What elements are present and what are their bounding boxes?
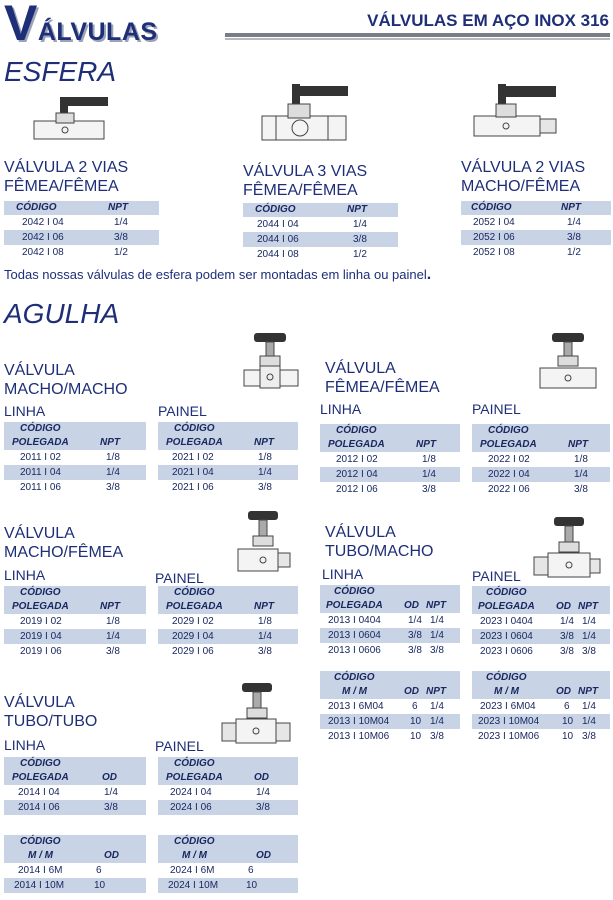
table-row: 2021 I 04 1/4 [158,465,298,480]
product-title-mf: VÁLVULA MACHO/FÊMEA [4,525,124,561]
table-row: 2012 I 02 1/8 [320,452,460,467]
table-tt-painel-mm: CÓDIGO M / M OD 2024 I 6M 6 2024 I 10M 10 [158,835,298,893]
table-tm-linha: CÓDIGO POLEGADA OD NPT 2013 I 0404 1/4 1/4 2013 I 0604 3/8 1/4 2013 I 0606 3/8 3/8 [320,585,460,658]
table-row: 2044 I 04 1/4 [243,217,398,232]
table-tt-linha: CÓDIGO POLEGADA OD 2014 I 04 1/4 2014 I 06 3/8 [4,757,146,815]
table-row: 2013 I 10M04 10 1/4 [320,714,460,729]
label-linha: LINHA [320,401,362,417]
table-row: 2023 I 0604 3/8 1/4 [472,629,610,644]
table-row: 2014 I 04 1/4 [4,785,146,800]
table-row: 2011 I 02 1/8 [4,450,146,465]
table-row: 2042 I 06 3/8 [4,230,159,245]
table-row: 2052 I 06 3/8 [461,230,611,245]
label-painel: PAINEL [155,570,204,586]
table-tt-painel: CÓDIGO POLEGADA OD 2024 I 04 1/4 2024 I 06 3/8 [158,757,298,815]
table-row: 2042 I 08 1/2 [4,245,159,260]
table-mf-linha: CÓDIGO POLEGADA NPT 2019 I 02 1/8 2019 I 04 1/4 2019 I 06 3/8 [4,586,146,659]
table-row: 2042 I 04 1/4 [4,215,159,230]
table-row: 2019 I 02 1/8 [4,614,146,629]
table-row: 2023 I 10M04 10 1/4 [472,714,610,729]
table-row: 2011 I 04 1/4 [4,465,146,480]
table-row: 2011 I 06 3/8 [4,480,146,495]
table-row: 2013 I 0604 3/8 1/4 [320,628,460,643]
table-row: 2044 I 08 1/2 [243,247,398,262]
product-title-tt: VÁLVULA TUBO/TUBO [4,694,98,730]
table-mm-painel: CÓDIGO POLEGADA NPT 2021 I 02 1/8 2021 I 04 1/4 2021 I 06 3/8 [158,422,298,495]
table-ff-linha: CÓDIGO POLEGADA NPT 2012 I 02 1/8 2012 I 04 1/4 2012 I 06 3/8 [320,424,460,497]
table-esfera-1: CÓDIGO NPT 2042 I 04 1/4 2042 I 06 3/8 2042 I 08 1/2 [4,201,159,260]
brand-initial: V [4,0,38,51]
table-row: 2029 I 02 1/8 [158,614,298,629]
table-row: 2013 I 0606 3/8 3/8 [320,643,460,658]
table-row: 2019 I 04 1/4 [4,629,146,644]
table-row: 2014 I 10M 10 [4,878,146,893]
table-esfera-3: CÓDIGO NPT 2052 I 04 1/4 2052 I 06 3/8 2052 I 08 1/2 [461,201,611,260]
table-row: 2052 I 04 1/4 [461,215,611,230]
ball-valve-mf-icon [470,84,562,144]
label-linha: LINHA [322,566,364,582]
brand-rest: ÁLVULAS [37,18,158,46]
table-row: 2024 I 6M 6 [158,863,298,878]
label-linha: LINHA [4,737,46,753]
header-rule [225,33,610,37]
table-tm-painel: CÓDIGO POLEGADA OD NPT 2023 I 0404 1/4 1/4 2023 I 0604 3/8 1/4 2023 I 0606 3/8 3/8 [472,586,610,659]
table-row: 2023 I 0606 3/8 3/8 [472,644,610,659]
label-linha: LINHA [4,567,46,583]
table-row: 2012 I 04 1/4 [320,467,460,482]
table-row: 2013 I 0404 1/4 1/4 [320,613,460,628]
table-row: 2024 I 10M 10 [158,878,298,893]
table-row: 2024 I 04 1/4 [158,785,298,800]
table-row: 2044 I 06 3/8 [243,232,398,247]
table-row: 2012 I 06 3/8 [320,482,460,497]
product-title-esfera-3: VÁLVULA 2 VIAS MACHO/FÊMEA [461,159,586,195]
label-painel: PAINEL [158,403,207,419]
header-rule-light [225,38,610,40]
table-row: 2014 I 6M 6 [4,863,146,878]
label-linha: LINHA [4,403,46,419]
label-painel: PAINEL [155,738,204,754]
table-row: 2021 I 06 3/8 [158,480,298,495]
table-tm-linha-mm: CÓDIGO M / M OD NPT 2013 I 6M04 6 1/4 2013 I 10M04 10 1/4 2013 I 10M06 10 3/8 [320,671,460,744]
product-title-esfera-1: VÁLVULA 2 VIAS FÊMEA/FÊMEA [4,159,129,195]
label-painel: PAINEL [472,568,521,584]
table-row: 2023 I 0404 1/4 1/4 [472,614,610,629]
table-tm-painel-mm: CÓDIGO M / M OD NPT 2023 I 6M04 6 1/4 2023 I 10M04 10 1/4 2023 I 10M06 10 3/8 [472,671,610,744]
esfera-note: Todas nossas válvulas de esfera podem ser montadas em linha ou painel. [4,266,432,283]
table-tt-linha-mm: CÓDIGO M / M OD 2014 I 6M 6 2014 I 10M 10 [4,835,146,893]
table-row: 2029 I 04 1/4 [158,629,298,644]
table-row: 2024 I 06 3/8 [158,800,298,815]
product-title-esfera-2: VÁLVULA 3 VIAS FÊMEA/FÊMEA [243,163,368,199]
table-row: 2019 I 06 3/8 [4,644,146,659]
table-row: 2052 I 08 1/2 [461,245,611,260]
product-title-ff: VÁLVULA FÊMEA/FÊMEA [325,360,440,396]
table-row: 2023 I 6M04 6 1/4 [472,699,610,714]
table-mm-linha: CÓDIGO POLEGADA NPT 2011 I 02 1/8 2011 I 04 1/4 2011 I 06 3/8 [4,422,146,495]
table-row: 2029 I 06 3/8 [158,644,298,659]
brand-title [4,0,158,51]
table-row: 2023 I 10M06 10 3/8 [472,729,610,744]
needle-valve-tt-icon [220,683,292,745]
product-title-mm: VÁLVULA MACHO/MACHO [4,362,128,398]
needle-valve-tm-icon [532,517,602,579]
table-row: 2022 I 02 1/8 [472,452,610,467]
page-subtitle: VÁLVULAS EM AÇO INOX 316 [367,11,609,30]
section-title-agulha: AGULHA [4,298,120,329]
table-row: 2022 I 06 3/8 [472,482,610,497]
table-row: 2021 I 02 1/8 [158,450,298,465]
table-row: 2022 I 04 1/4 [472,467,610,482]
table-mf-painel: CÓDIGO POLEGADA NPT 2029 I 02 1/8 2029 I 04 1/4 2029 I 06 3/8 [158,586,298,659]
table-esfera-2: CÓDIGO NPT 2044 I 04 1/4 2044 I 06 3/8 2044 I 08 1/2 [243,203,398,262]
needle-valve-ff-icon [536,333,600,391]
section-title-esfera: ESFERA [4,56,117,87]
ball-valve-3way-icon [258,84,353,152]
label-painel: PAINEL [472,401,521,417]
ball-valve-ff-icon [30,93,110,143]
needle-valve-mf-icon [234,511,294,573]
product-title-tm: VÁLVULA TUBO/MACHO [325,524,434,560]
needle-valve-mm-icon [240,333,302,391]
table-row: 2013 I 10M06 10 3/8 [320,729,460,744]
table-row: 2014 I 06 3/8 [4,800,146,815]
table-row: 2013 I 6M04 6 1/4 [320,699,460,714]
table-ff-painel: CÓDIGO POLEGADA NPT 2022 I 02 1/8 2022 I 04 1/4 2022 I 06 3/8 [472,424,610,497]
